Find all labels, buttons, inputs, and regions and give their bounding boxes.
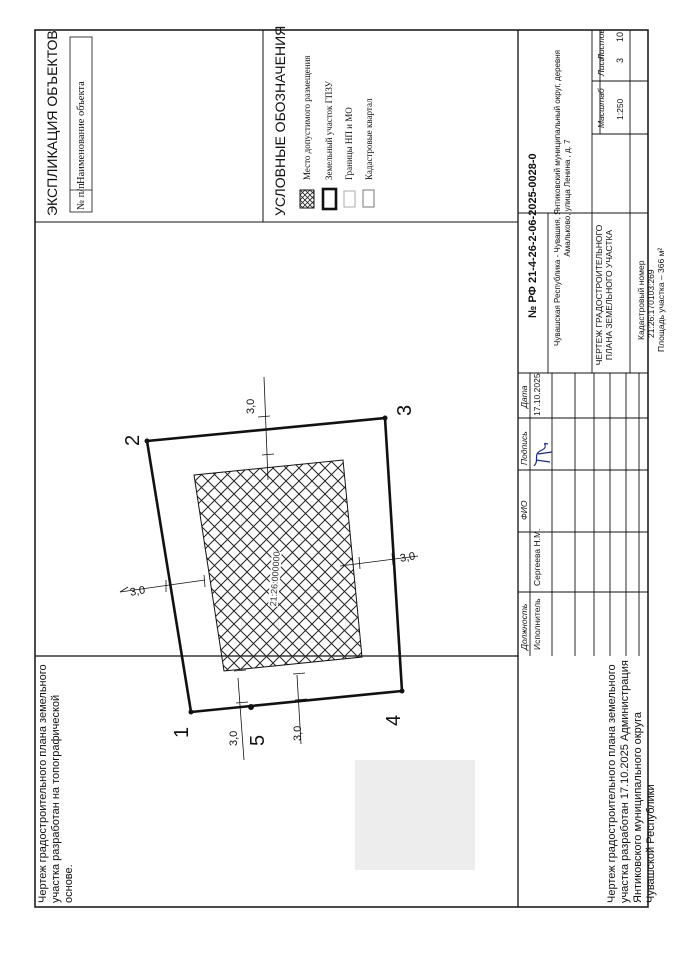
- executor-name: Сергеева Н.М.: [532, 528, 542, 586]
- header-name: ФИО: [519, 500, 529, 520]
- point-label-1: 1: [171, 726, 193, 738]
- executor-signature-icon: [530, 440, 554, 470]
- header-sheets: Листов: [596, 29, 606, 60]
- note-topographic: Чертеж градостроительного плана земельного участка разработан на топографической основе.: [37, 664, 75, 903]
- legend-label-boundaries: Границы НП и МО: [344, 107, 354, 180]
- executor-position: Исполнитель: [532, 598, 542, 650]
- executor-date: 17.10.2025: [532, 373, 542, 416]
- legend-symbol-parcel: [323, 189, 336, 209]
- legend-symbol-hatch: [300, 190, 314, 208]
- point-label-2: 2: [122, 434, 144, 446]
- point-label-3: 3: [394, 404, 416, 416]
- legend-symbol-boundaries: [344, 191, 355, 207]
- header-date: Дата: [519, 385, 529, 408]
- sheets-value: 10: [615, 31, 625, 42]
- parcel-cadastral-number: 21:26:170103:269: [646, 269, 656, 338]
- explication-col-num: № п/п: [76, 183, 87, 210]
- explication-col-name: Наименование объекта: [76, 81, 87, 184]
- parcel-cadastral-caption: Кадастровый номер: [636, 260, 646, 340]
- header-signature: Подпись: [519, 431, 529, 465]
- cadastral-label: 21:26:000000: [268, 551, 282, 607]
- watermark-logo: [355, 760, 475, 870]
- setback-label-bottom-left: 3,0: [228, 730, 240, 746]
- scale-value: 1:250: [615, 98, 625, 120]
- stamp-doc-title: ЧЕРТЕЖ ГРАДОСТРОИТЕЛЬНОГО ПЛАНА ЗЕМЕЛЬНОГО УЧАСТКА: [594, 224, 614, 366]
- legend-title: УСЛОВНЫЕ ОБОЗНАЧЕНИЯ: [272, 25, 288, 216]
- point-label-4: 4: [383, 714, 405, 726]
- point-label-5: 5: [247, 734, 269, 746]
- parcel-area: Площадь участка – 366 м²: [656, 247, 666, 352]
- setback-label-bottom-right: 3,0: [292, 725, 304, 741]
- doc-number: № РФ 21-4-26-2-06-2025-0028-0: [527, 153, 539, 318]
- header-scale: Масштаб: [596, 88, 606, 128]
- legend-label-quarter: Кадастровые квартал: [364, 98, 374, 180]
- note-prepared: Чертеж градостроительного плана земельного участка разработан 17.10.2025 Администрация Янтиковского муниципального округа Чувашской Республики: [606, 660, 657, 903]
- stamp-address: Чувашская Республика - Чувашия, Янтиковский муниципальный округ, деревня Амальково, улица Ленина , д. 7: [553, 50, 572, 346]
- legend-symbol-quarter: [363, 190, 374, 207]
- sheet-value: 3: [615, 57, 625, 63]
- setback-label-left: 3,0: [129, 584, 147, 599]
- legend-label-parcel: Земельный участок ГПЗУ: [324, 80, 334, 180]
- setback-label-right: 3,0: [399, 550, 417, 565]
- explication-title: ЭКСПЛИКАЦИЯ ОБЪЕКТОВ: [44, 30, 60, 216]
- header-sheet: Лист: [596, 54, 606, 76]
- legend-label-zone: Место допустимого размещения: [302, 55, 312, 180]
- setback-label-top: 3,0: [245, 398, 257, 414]
- header-position: Должность: [519, 603, 529, 650]
